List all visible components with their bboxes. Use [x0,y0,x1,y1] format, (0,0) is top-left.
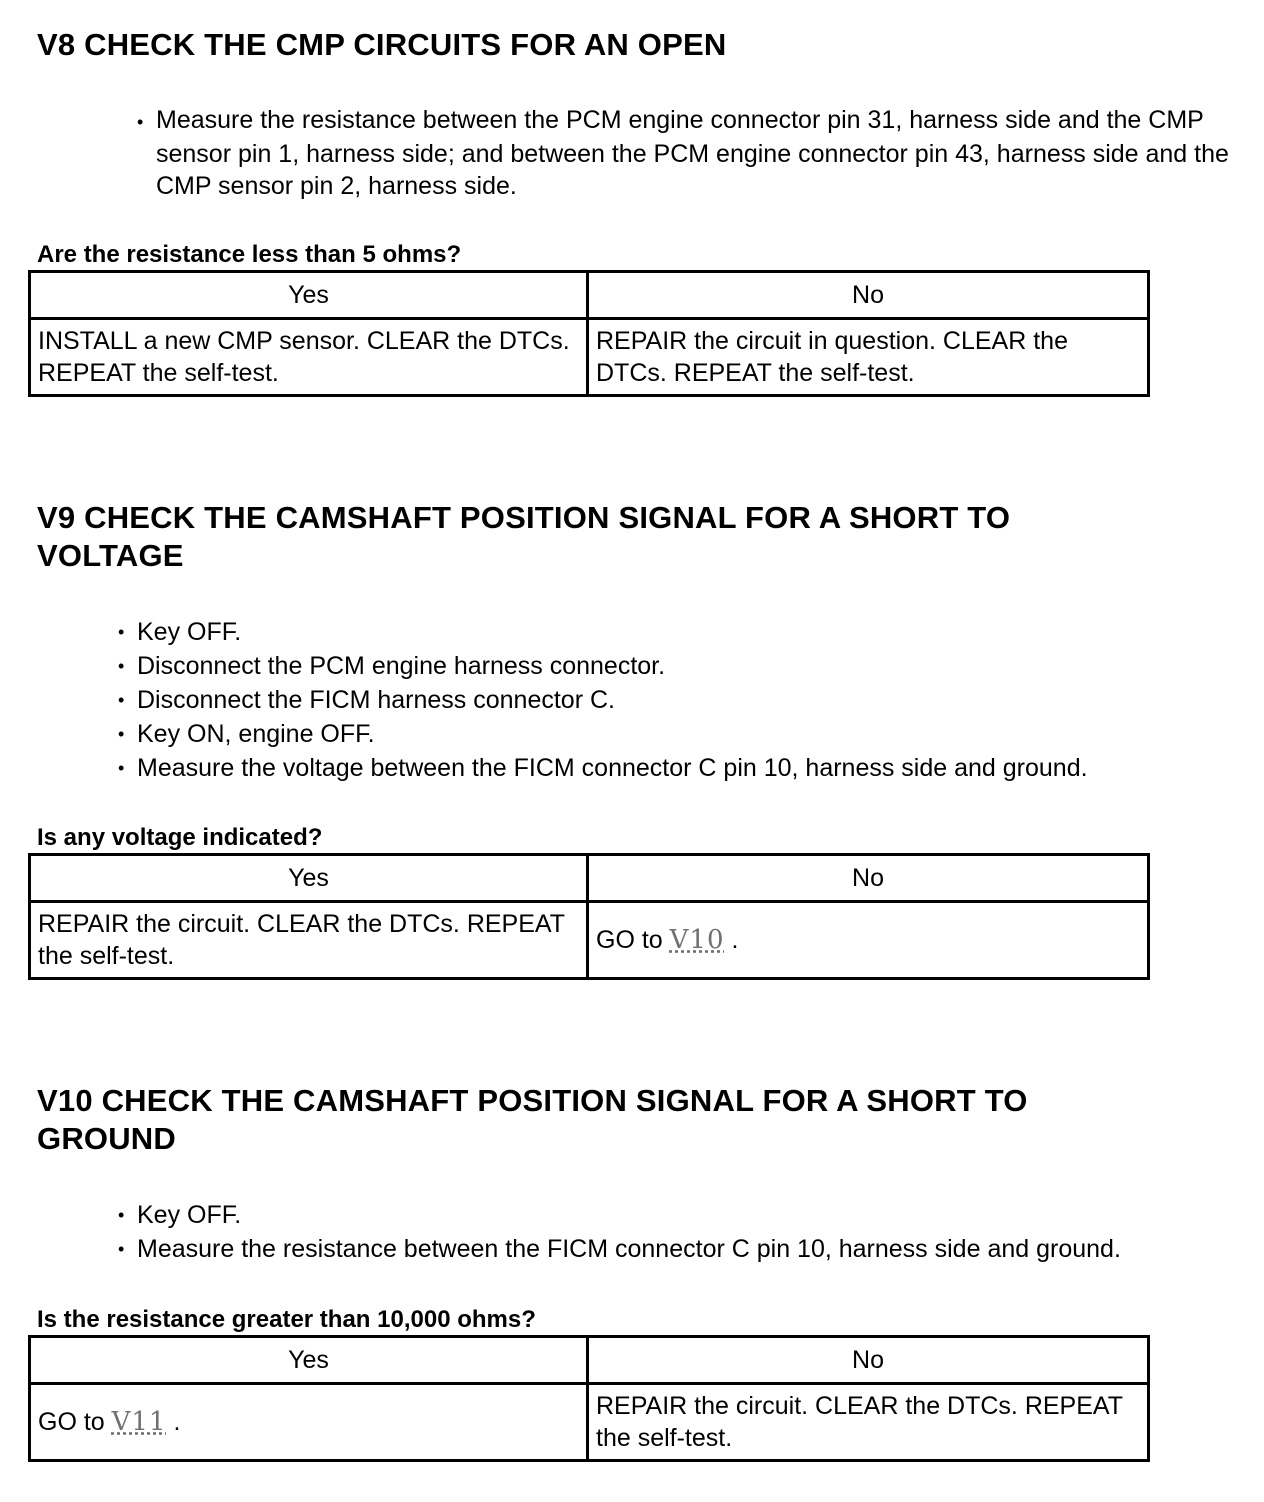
v10-yes-action: GO to V11 . [30,1384,588,1461]
v9-step: • Measure the voltage between the FICM connector C pin 10, harness side and ground. [118,754,1088,782]
v8-heading: V8 CHECK THE CMP CIRCUITS FOR AN OPEN [37,27,727,62]
bullet-icon: • [118,724,125,744]
v9-heading: V9 CHECK THE CAMSHAFT POSITION SIGNAL FOR A SHORT TO VOLTAGE [37,500,1011,573]
goto-v10-link[interactable]: V10 [669,925,725,955]
goto-v11-link[interactable]: V11 [111,1407,167,1437]
bullet-icon: • [118,758,125,778]
v9-step: • Key OFF. [118,618,242,646]
v9-yes-header: Yes [30,855,588,902]
bullet-icon: • [118,656,125,676]
v10-heading: V10 CHECK THE CAMSHAFT POSITION SIGNAL FOR A SHORT TO GROUND [37,1083,1028,1156]
v9-step: • Key ON, engine OFF. [118,720,375,748]
v8-no-header: No [588,272,1149,319]
v10-result-table [28,1335,1150,1462]
v9-steps [118,616,1088,786]
v9-step: • Disconnect the FICM harness connector C. [118,686,615,714]
bullet-icon: • [118,690,125,710]
v8-yes-action: INSTALL a new CMP sensor. CLEAR the DTCs. REPEAT the self-test. [30,319,588,396]
v8-result-table [28,270,1150,397]
v10-no-header: No [588,1337,1149,1384]
v8-question: Are the resistance less than 5 ohms? [37,241,462,268]
bullet-icon: • [118,1239,125,1259]
v9-no-action: GO to V10 . [588,902,1149,979]
v10-yes-header: Yes [30,1337,588,1384]
v10-no-action: REPAIR the circuit. CLEAR the DTCs. REPEAT the self-test. [588,1384,1149,1461]
bullet-icon: • [118,1205,125,1225]
v9-step: • Disconnect the PCM engine harness connector. [118,652,666,680]
v10-steps [118,1199,1121,1267]
v8-steps [103,104,1243,204]
v8-yes-header: Yes [30,272,588,319]
v9-yes-action: REPAIR the circuit. CLEAR the DTCs. REPEAT the self-test. [30,902,588,979]
v10-step: • Key OFF. [118,1201,242,1229]
bullet-icon: • [118,622,125,642]
v10-step: • Measure the resistance between the FICM connector C pin 10, harness side and ground. [118,1235,1121,1263]
v9-result-table [28,853,1150,980]
v9-question: Is any voltage indicated? [37,824,323,851]
v8-step: • Measure the resistance between the PCM engine connector pin 31, harness side and the CMP sensor pin 1, harness side; and between the PCM engine connector pin 43, harness side and the CMP sensor pin 2, harness side. [137,106,1229,200]
v10-question: Is the resistance greater than 10,000 ohms? [37,1306,536,1333]
v8-no-action: REPAIR the circuit in question. CLEAR the DTCs. REPEAT the self-test. [588,319,1149,396]
bullet-icon: • [137,112,144,132]
v9-no-header: No [588,855,1149,902]
